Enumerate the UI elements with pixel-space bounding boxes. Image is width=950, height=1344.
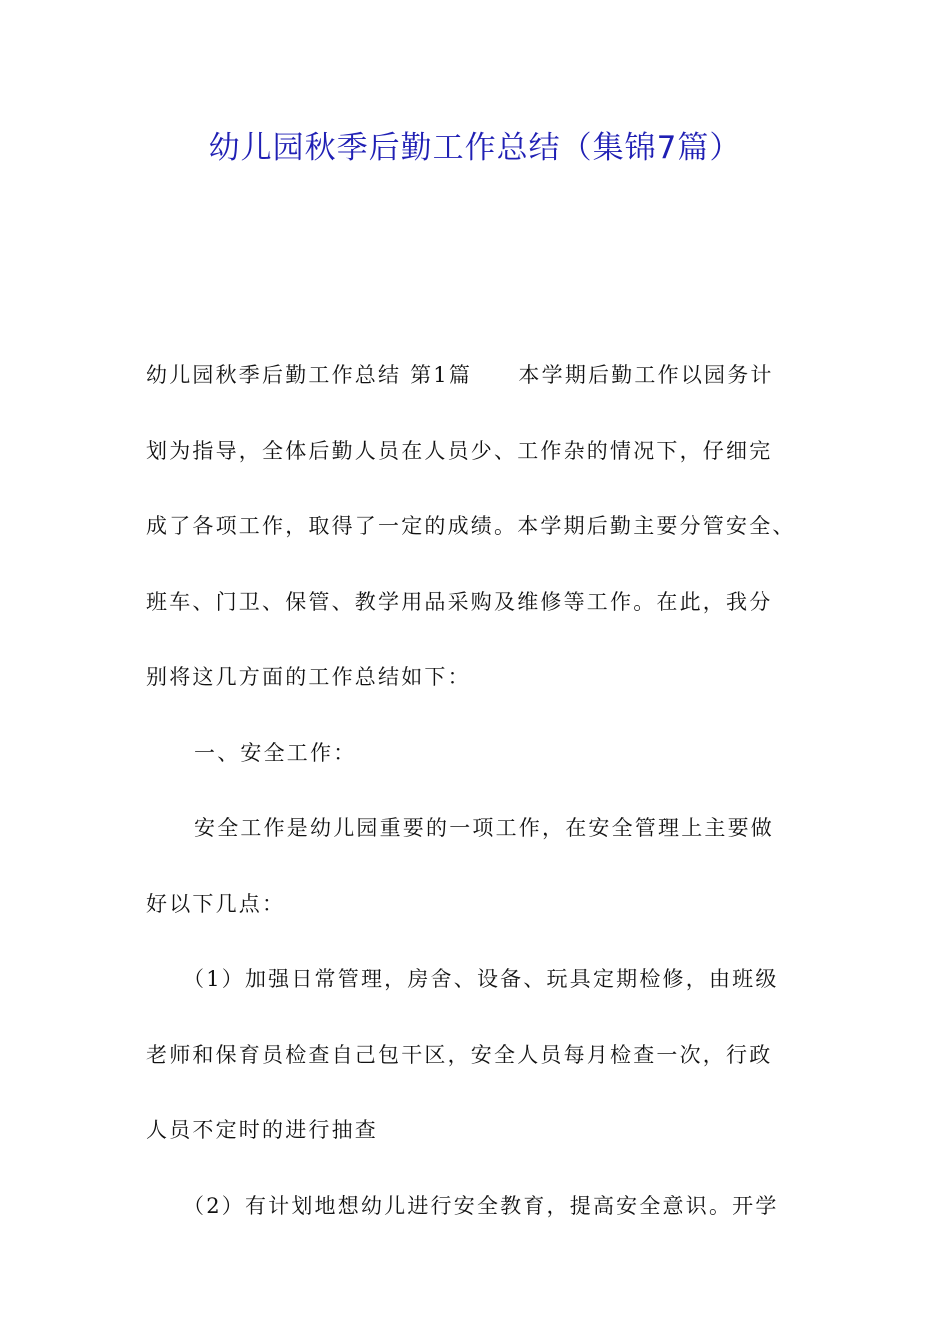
paragraph-line: 好以下几点：: [146, 891, 286, 916]
paragraph-line: 幼儿园秋季后勤工作总结 第1篇 本学期后勤工作以园务计: [146, 363, 774, 387]
paragraph-line: 老师和保育员检查自己包干区，安全人员每月检查一次，行政: [146, 1042, 773, 1067]
paragraph-line: 人员不定时的进行抽查: [146, 1118, 378, 1142]
paragraph-line: 别将这几方面的工作总结如下：: [146, 665, 471, 689]
document-title: 幼儿园秋季后勤工作总结（集锦7篇）: [208, 130, 742, 166]
section-heading: 一、安全工作：: [194, 740, 357, 765]
paragraph-line: 划为指导，全体后勤人员在人员少、工作杂的情况下，仔细完: [146, 438, 773, 463]
list-item: （2）有计划地想幼儿进行安全教育，提高安全意识。开学: [183, 1193, 779, 1218]
list-item: （1）加强日常管理，房舍、设备、玩具定期检修，由班级: [183, 967, 779, 991]
paragraph-line: 成了各项工作，取得了一定的成绩。本学期后勤主要分管安全、: [146, 514, 796, 538]
paragraph-line: 班车、门卫、保管、教学用品采购及维修等工作。在此，我分: [146, 589, 773, 614]
paragraph-line: 安全工作是幼儿园重要的一项工作，在安全管理上主要做: [194, 816, 774, 840]
document-body: [146, 338, 810, 1244]
